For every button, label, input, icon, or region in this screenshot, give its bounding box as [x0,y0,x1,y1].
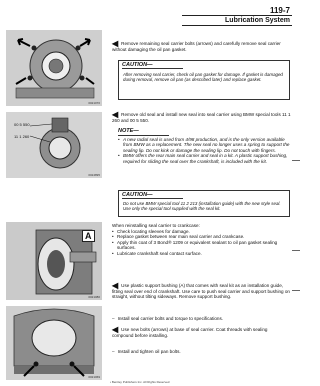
tool-callout-1: 00 5 550 [14,122,30,127]
caution-text: After removing seal carrier, check oil pan gasket for damage. If gasket is damaged during removal, remove oil pan (as described later) and replace gasket. [123,72,283,83]
footer-mark: • Bentley Publishers Inc. All Rights Reserved [110,380,170,384]
step-support-bushing [112,283,290,300]
caution-text: Do not use BMW special tool 11 2 213 (installation guide) with the new style seal. Use only the special tool supplied with the seal kit. [123,201,281,212]
step-reinstall-seal-carrier [112,223,290,257]
seal-carrier-bolts-illustration [6,306,102,380]
page-number: 119-7 [269,6,290,15]
step3-bullet-4: • Lubricate crankshaft seal contact surface. [112,251,290,257]
caution-box-1 [118,60,290,100]
thumb-tab [292,290,300,301]
tool-callout-2: 11 1 260 [14,134,30,139]
seal-carrier-illustration [6,30,102,106]
step-text: Use new bolts (arrows) at base of seal carrier. Coat threads with sealing compound before installing. [112,327,268,338]
arrow-left-icon: ◀ [112,110,119,119]
arrow-left-icon: ◀ [112,39,119,48]
thumb-tab [292,250,300,261]
figure-seal-carrier [6,30,102,106]
step-torque-bolts [112,316,290,322]
arrow-left-icon: ◀ [112,281,119,290]
note-bullet-2: • BMW offers the rear main seal carrier and seal in a kit. A plastic support bushing, required for sliding the seal over the crankshaft, is included with the kit. [118,153,290,164]
step-new-bolts [112,327,290,338]
figure-code: 0021080 [88,295,100,299]
dash-marker: – [112,349,115,354]
bushing-callout: A [82,230,95,242]
step-intro: When reinstalling seal carrier to crankcase: [112,223,200,228]
step-text: Install and tighten oil pan bolts. [117,349,181,354]
step-oil-pan-bolts [112,349,290,355]
step-text: Use plastic support bushing (A) that comes with seal kit as an installation guide, fitting seal over end of crankshaft. Use care to push seal carrier and support bushing on straight, without tilting sideways. Remove support bushing. [112,283,290,300]
caution-heading: CAUTION— [122,63,183,69]
step-install-new-seal [112,112,292,123]
step-remove-seal-carrier [112,41,292,52]
thumb-tab [292,160,300,171]
figure-code: 0021070 [88,101,100,105]
section-title: Lubrication System [182,15,292,26]
step3-bullet-1: • Check locating sleeves for damage. [112,229,290,235]
figure-seal-carrier-bolts [6,306,102,380]
figure-support-bushing [6,222,102,300]
step-text: Remove old seal and install new seal into seal carrier using BMW special tools 11 1 260 and 00 5 550. [112,112,291,123]
step3-bullet-2: • Replace gasket between rear main seal carrier and crankcase. [112,234,290,240]
arrow-left-icon: ◀ [112,325,119,334]
caution-box-2 [118,190,290,217]
note-block [118,128,290,165]
figure-code: 0024895 [88,173,100,177]
dash-marker: – [112,316,115,321]
note-heading: NOTE— [118,129,169,136]
figure-code: 0021069 [88,375,100,379]
step-text: Remove remaining seal carrier bolts (arrows) and carefully remove seal carrier without damaging the oil pan gasket. [112,41,281,52]
note-bullet-1: • A new radial seal is used from 4/98 production, and is the only version available from BMW as a replacement. The new seal no longer uses a spring to support the sealing lip. Do not kink or damage the sealing lip. Do not touch with fingers. [118,137,290,154]
step3-bullet-3: • Apply thin coat of 3 Bond® 1209 or equivalent sealant to oil pan gasket sealing surfaces. [112,240,290,251]
step-text: Install seal carrier bolts and torque to specifications. [117,316,224,321]
caution-heading: CAUTION— [122,193,183,199]
figure-seal-install-tools [6,112,102,178]
